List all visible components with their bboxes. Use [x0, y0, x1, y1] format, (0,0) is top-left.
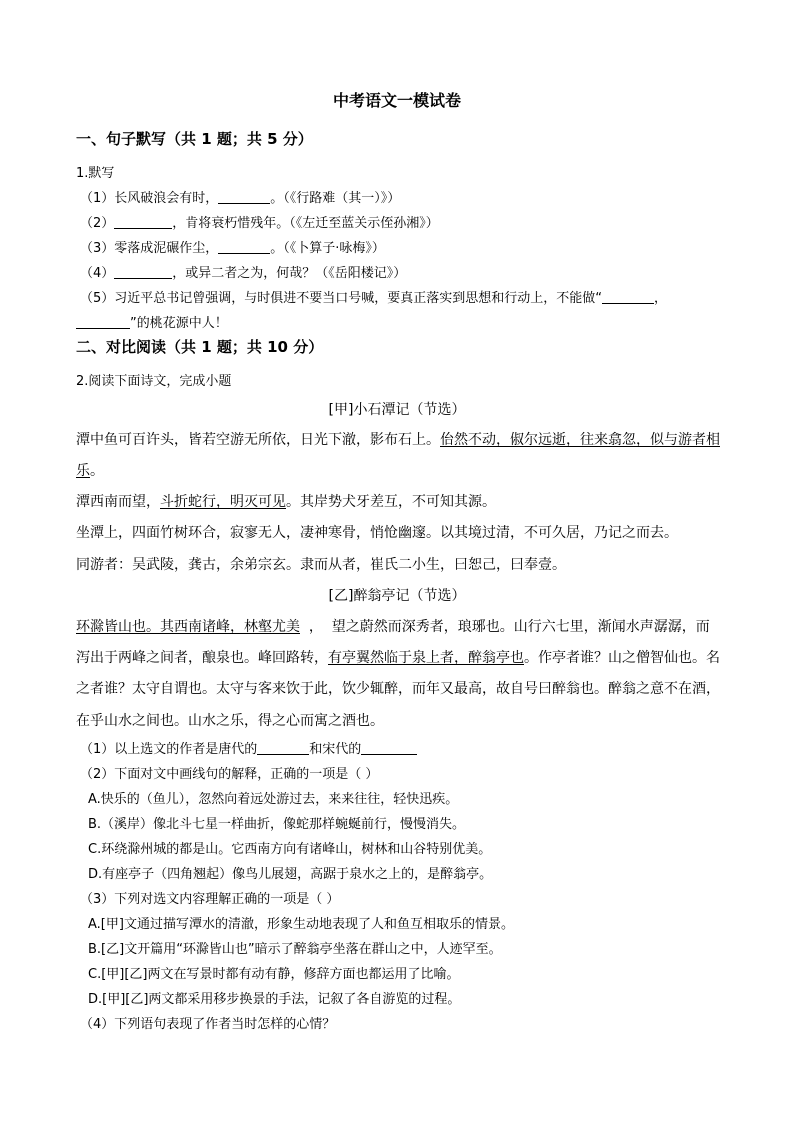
item-text: （2） [80, 216, 115, 231]
passage-a-line [76, 429, 720, 449]
item-source: 。（《卜算子·咏梅》） [270, 241, 385, 256]
underlined-sentence: 佁然不动，俶尔远逝，往来翕忽，似与游者相 [440, 432, 720, 448]
answer-blank[interactable] [114, 227, 172, 229]
answer-blank[interactable] [361, 753, 417, 755]
answer-blank[interactable] [218, 252, 270, 254]
recitation-item-2 [80, 212, 439, 231]
item-text-tail: ， [654, 291, 668, 306]
passage-text: 泻出于两峰之间者，酿泉也。峰回路转， [76, 650, 328, 666]
passage-a-line: 同游者：吴武陵，龚古，余弟宗玄。隶而从者，崔氏二小生，曰恕己，曰奉壹。 [76, 557, 566, 573]
section-2-heading: 二、对比阅读（共 1 题；共 10 分） [76, 338, 324, 356]
item-text: （1）长风破浪会有时， [80, 191, 219, 206]
item-text-tail: ”的桃花源中人！ [130, 316, 228, 331]
passage-a-line [76, 460, 104, 480]
underlined-sentence: 乐 [76, 463, 90, 479]
recitation-item-5-cont [76, 312, 228, 331]
option-a[interactable]: A.快乐的（鱼儿），忽然向着远处游过去，来来往往，轻快迅疾。 [88, 792, 459, 807]
recitation-item-3 [80, 237, 385, 256]
question-text: 和宋代的 [309, 742, 362, 757]
underlined-sentence: 环滁皆山也。其西南诸峰，林壑尤美 [76, 619, 300, 635]
passage-text: 。 [90, 463, 104, 479]
subquestion-1 [80, 738, 417, 757]
passage-b-line [76, 647, 720, 667]
item-text: （4） [80, 266, 115, 281]
passage-text: 。作亭者谁？山之僧智仙也。名 [524, 650, 720, 666]
option-c[interactable]: C.环绕滁州城的都是山。它西南方向有诸峰山，树林和山谷特别优美。 [88, 842, 492, 857]
recitation-item-5 [80, 287, 667, 306]
answer-blank[interactable] [76, 327, 130, 329]
passage-a-title: [甲]小石潭记（节选） [328, 402, 466, 418]
option-b[interactable]: B.（溪岸）像北斗七星一样曲折，像蛇那样蜿蜒前行，慢慢消失。 [88, 817, 466, 832]
item-source: ，肯将衰朽惜残年。（《左迁至蓝关示侄孙湘》） [172, 216, 439, 231]
question-2-label: 2.阅读下面诗文，完成小题 [76, 374, 232, 389]
recitation-item-4 [80, 262, 406, 281]
subquestion-2-stem: （2）下面对文中画线句的解释，正确的一项是（ ） [80, 767, 379, 782]
question-text: （1）以上选文的作者是唐代的 [80, 742, 258, 757]
answer-blank[interactable] [602, 302, 654, 304]
option-c[interactable]: C.[甲][乙]两文在写景时都有动有静，修辞方面也都运用了比喻。 [88, 967, 460, 982]
passage-b-line [76, 616, 710, 636]
answer-blank[interactable] [114, 277, 172, 279]
passage-a-line [76, 491, 496, 511]
answer-blank[interactable] [218, 202, 270, 204]
option-d[interactable]: D.[甲][乙]两文都采用移步换景的手法，记叙了各自游览的过程。 [88, 992, 461, 1007]
page-title: 中考语文一模试卷 [332, 91, 461, 110]
option-d[interactable]: D.有座亭子（四角翘起）像鸟儿展翅，高踞于泉水之上的，是醉翁亭。 [88, 867, 493, 882]
subquestion-4-stem: （4）下列语句表现了作者当时怎样的心情？ [80, 1017, 336, 1032]
passage-a-line: 坐潭上，四面竹树环合，寂寥无人，凄神寒骨，悄怆幽邃。以其境过清，不可久居，乃记之而去。 [76, 525, 678, 541]
item-text: （5）习近平总书记曾强调，与时俱进不要当口号喊，要真正落实到思想和行动上，不能做“ [80, 291, 603, 306]
section-1-heading: 一、句子默写（共 1 题；共 5 分） [76, 130, 313, 148]
item-text: （3）零落成泥碾作尘， [80, 241, 219, 256]
item-source: ，或异二者之为，何哉？（《岳阳楼记》） [172, 266, 407, 281]
option-a[interactable]: A.[甲]文通过描写潭水的清澈，形象生动地表现了人和鱼互相取乐的情景。 [88, 917, 514, 932]
item-source: 。（《行路难（其一）》） [270, 191, 401, 206]
passage-b-line: 之者谁？太守自谓也。太守与客来饮于此，饮少辄醉，而年又最高，故自号曰醉翁也。醉翁之意不在酒， [76, 681, 720, 697]
underlined-sentence: 有亭翼然临于泉上者，醉翁亭也 [328, 650, 524, 666]
passage-text: 潭中鱼可百许头，皆若空游无所依，日光下澈，影布石上。 [76, 432, 440, 448]
subquestion-3-stem: （3）下列对选文内容理解正确的一项是（ ） [80, 892, 340, 907]
passage-text: 。其岸势犬牙差互，不可知其源。 [286, 494, 496, 510]
recitation-item-1 [80, 187, 400, 206]
option-b[interactable]: B.[乙]文开篇用“环滁皆山也”暗示了醉翁亭坐落在群山之中，人迹罕至。 [88, 942, 502, 957]
answer-blank[interactable] [257, 753, 309, 755]
underlined-sentence: 斗折蛇行，明灭可见 [160, 494, 286, 510]
passage-text: ， 望之蔚然而深秀者，琅琊也。山行六七里，渐闻水声潺潺，而 [300, 619, 710, 635]
passage-text: 潭西南而望， [76, 494, 160, 510]
passage-b-line: 在乎山水之间也。山水之乐，得之心而寓之酒也。 [76, 713, 384, 729]
passage-b-title: [乙]醉翁亭记（节选） [328, 588, 466, 604]
question-1-label: 1.默写 [76, 166, 115, 181]
